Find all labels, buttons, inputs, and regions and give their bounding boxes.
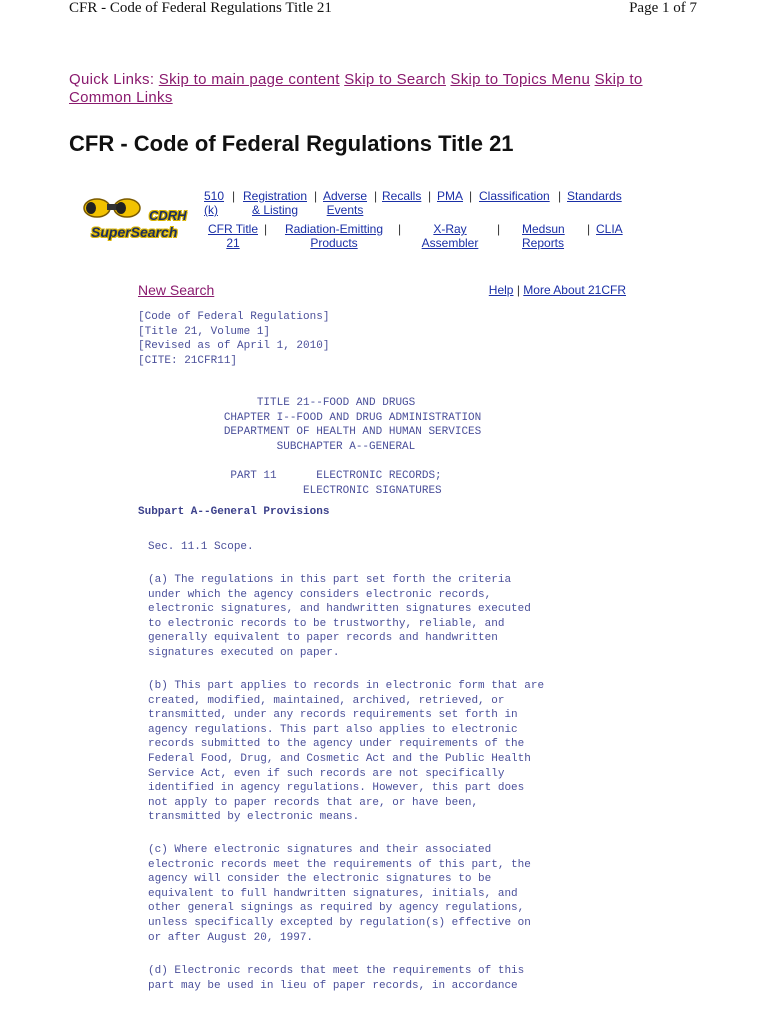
- nav-pma-link[interactable]: PMA: [437, 189, 464, 203]
- nav-separator: |: [497, 222, 501, 236]
- nav-adverse-cell: [320, 189, 370, 217]
- nav-separator: |: [587, 222, 591, 236]
- quick-links: [69, 71, 709, 107]
- nav-cfr-title-cell: [205, 222, 261, 250]
- nav-510k-link[interactable]: 510 (k): [204, 189, 225, 217]
- page-number: Page 1 of 7: [629, 0, 697, 16]
- nav-pma-cell: [437, 189, 463, 203]
- nav-standards-cell: [567, 189, 622, 203]
- nav-registration-link[interactable]: Registration & Listing: [242, 189, 308, 217]
- nav-separator: |: [232, 189, 236, 203]
- subpart-heading: Subpart A--General Provisions: [138, 506, 330, 518]
- nav-separator: |: [398, 222, 402, 236]
- nav-xray-cell: [420, 222, 480, 250]
- nav-separator: |: [374, 189, 378, 203]
- binoculars-icon: [83, 196, 143, 218]
- nav-separator: |: [469, 189, 473, 203]
- nav-xray-assembler-link[interactable]: X-Ray Assembler: [421, 222, 479, 250]
- regulation-headings: TITLE 21--FOOD AND DRUGS CHAPTER I--FOOD AND DRUG ADMINISTRATION DEPARTMENT OF HEALTH AND HUMAN SERVICES SUBCHAPTER A--GENERAL PART 11 ELECTRONIC RECORDS; ELECTRONIC SIGNATURES: [223, 397, 482, 497]
- help-links: [489, 283, 626, 297]
- skip-common-links-link[interactable]: Skip to Common Links: [69, 71, 643, 106]
- page-title: CFR - Code of Federal Regulations Title 21: [69, 131, 514, 156]
- nav-recalls-cell: [382, 189, 421, 203]
- nav-separator: |: [558, 189, 562, 203]
- nav-510k-cell: [204, 189, 226, 217]
- paragraph-a: (a) The regulations in this part set forth the criteria under which the agency considers electronic records, electronic signatures, and handwritten signatures executed to electronic records to be trustworthy, reliable, and generally equivalent to paper records and handwritten signatures executed on paper.: [148, 574, 531, 659]
- paragraph-c: (c) Where electronic signatures and their associated electronic records meet the requirements of this part, the agency will consider the electronic signatures to be equivalent to full handwritten signatures, initials, and other general signings as required by agency regulations, unless specifically excepted by regulation(s) effective on or after August 20, 1997.: [148, 844, 531, 944]
- section-heading: Sec. 11.1 Scope.: [148, 541, 254, 553]
- paragraph-d: (d) Electronic records that meet the requirements of this part may be used in lieu of paper records, in accordance: [148, 965, 525, 992]
- nav-standards-link[interactable]: Standards: [567, 189, 622, 203]
- citation-block: [Code of Federal Regulations] [Title 21, Volume 1] [Revised as of April 1, 2010] [CITE: 21CFR11]: [138, 311, 330, 367]
- paragraph-b: (b) This part applies to records in electronic form that are created, modified, maintained, archived, retrieved, or transmitted, under any records requirements set forth in agency regulations. This part also applies to electronic records submitted to the agency under requirements of the Federal Food, Drug, and Cosmetic Act and the Public Health Service Act, even if such records are not specifically identified in agency regulations. However, this part does not apply to paper records that are, or have been, transmitted by electronic means.: [148, 680, 545, 824]
- nav-medsun-reports-link[interactable]: Medsun Reports: [522, 222, 565, 250]
- quick-links-label: Quick Links:: [69, 71, 159, 88]
- nav-separator: |: [314, 189, 318, 203]
- help-separator: |: [513, 283, 524, 297]
- skip-main-content-link[interactable]: Skip to main page content: [158, 71, 340, 88]
- nav-medsun-cell: [522, 222, 570, 250]
- page-header-title: CFR - Code of Federal Regulations Title 21: [69, 0, 332, 16]
- nav-classification-cell: [479, 189, 550, 203]
- nav-separator: |: [264, 222, 268, 236]
- more-about-21cfr-link[interactable]: More About 21CFR: [523, 283, 626, 297]
- cdrh-supersearch-logo[interactable]: [77, 194, 197, 244]
- new-search-link[interactable]: New Search: [138, 282, 215, 298]
- nav-registration-cell: [240, 189, 310, 217]
- nav-adverse-events-link[interactable]: Adverse Events: [322, 189, 368, 217]
- skip-topics-menu-link[interactable]: Skip to Topics Menu: [450, 71, 591, 88]
- nav-clia-cell: [596, 222, 623, 236]
- nav-recalls-link[interactable]: Recalls: [382, 189, 422, 203]
- nav-cfr-title-21-link[interactable]: CFR Title 21: [207, 222, 258, 250]
- nav-clia-link[interactable]: CLIA: [596, 222, 623, 236]
- logo-cdrh-text: CDRH: [149, 208, 187, 223]
- nav-radiation-cell: [280, 222, 388, 250]
- nav-separator: |: [428, 189, 432, 203]
- help-link[interactable]: Help: [488, 283, 514, 297]
- nav-radiation-emitting-products-link[interactable]: Radiation-Emitting Products: [284, 222, 384, 250]
- skip-search-link[interactable]: Skip to Search: [344, 71, 446, 88]
- logo-supersearch-text: SuperSearch: [91, 224, 178, 240]
- nav-classification-link[interactable]: Classification: [479, 189, 550, 203]
